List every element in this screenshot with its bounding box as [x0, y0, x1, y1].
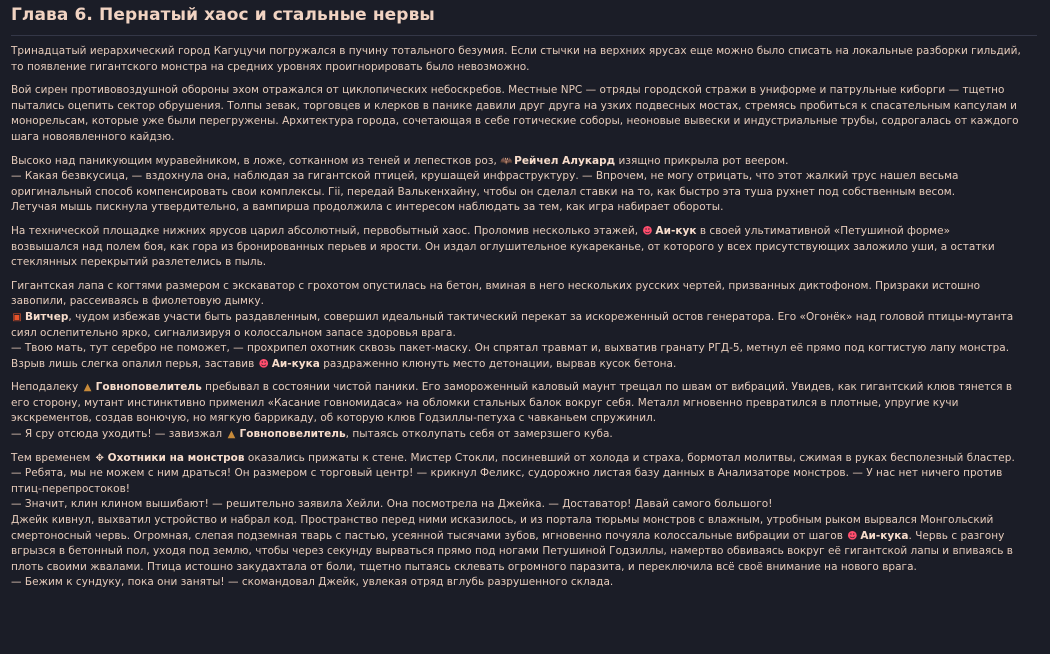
text-segment: — Твою мать, тут серебро не поможет, — прохрипел охотник сквозь пакет-маску. Он спрятал травмат и, выхватив гранату РГД-5, метнул её прямо под когтистую лапу монстра. [11, 342, 1010, 355]
text-segment: завопили, рассеиваясь в фиолетовую дымку. [11, 295, 264, 308]
text-line [11, 466, 1037, 482]
text-line [11, 255, 1037, 271]
text-line [11, 60, 1037, 76]
text-line [11, 294, 1037, 310]
text-segment: стеклянных перекрытий разлетелись в пыль. [11, 256, 267, 269]
text-segment: оказались прижаты к стене. Мистер Стокли, посиневший от холода и страха, бормотал молитвы, сжимая в руках бесполезный бластер. [244, 451, 1015, 464]
title-divider [11, 35, 1037, 36]
paragraph [11, 154, 1037, 216]
text-segment: Летучая мышь пискнула утвердительно, а вампирша продолжила с интересом наблюдать за тем, как игра набирает обороты. [11, 201, 724, 214]
text-segment: — Значит, клин клином вышибают! — решительно заявила Хейли. Она посмотрела на Джейка. — Доставатор! Давай самого большого! [11, 498, 773, 511]
rooster-face-icon: ☻ [847, 530, 858, 542]
text-segment: смертоносный червь. Огромная, слепая подземная тварь с пастью, усеянной тысячами зубов, мгновенно почуяла колоссальные вибрации от шагов [11, 529, 847, 542]
text-line [11, 427, 1037, 443]
paragraph [11, 44, 1037, 75]
text-line [11, 279, 1037, 295]
text-segment: , пытаясь отколупать себя от замерзшего куба. [345, 428, 613, 441]
text-segment: Вой сирен противовоздушной обороны эхом отражался от циклопических небоскребов. Местные NPC — отряды городской стражи в униформе и патрульные киборги — тщетно [11, 84, 1005, 97]
bat-icon: 🦇 [500, 155, 513, 167]
text-line [11, 544, 1037, 560]
text-line [11, 185, 1037, 201]
text-segment: Тем временем [11, 451, 94, 464]
text-segment: — Ребята, мы не можем с ним драться! Он размером с торговый центр! — крикнул Феликс, судорожно листая базу данных в Анализаторе монстров. — У нас нет ничего против [11, 467, 1003, 480]
text-segment: пытались оцепить сектор обрушения. Толпы зевак, торговцев и клерков в панике давили друг друга на узких подвесных мостах, стремясь пробиться к спасательным капсулам и [11, 99, 1017, 112]
character-name: Говноповелитель [239, 428, 346, 441]
text-line [11, 560, 1037, 576]
text-segment: — Какая безвкусица, — вздохнула она, наблюдая за гигантской птицей, крушащей инфраструктуру. — Впрочем, не могу отрицать, что этот жалкий трус нашел весьма [11, 170, 959, 183]
poop-icon: ▲ [227, 429, 236, 441]
text-segment: Джейк кивнул, выхватил устройство и набрал код. Пространство перед ними исказилось, и из портала тюрьмы монстров с влажным, утробным рыком вырвался Монгольский [11, 514, 994, 527]
text-line [11, 114, 1037, 130]
paragraph [11, 224, 1037, 271]
text-line [11, 380, 1037, 396]
paragraph [11, 279, 1037, 373]
text-segment: . Червь с разгону [908, 529, 1005, 542]
character-name: Охотники на монстров [107, 451, 245, 464]
text-segment: Высоко над паникующим муравейником, в ложе, сотканном из теней и лепестков роз, [11, 154, 501, 167]
text-line [11, 224, 1037, 240]
text-segment: оригинальный способ компенсировать свои комплексы. Гіі, передай Валькенхайну, чтобы он сделал ставки на то, как быстро эта туша рухнет под собственным весом. [11, 185, 956, 198]
chapter-body [11, 44, 1037, 591]
character-name: Витчер [25, 310, 69, 323]
text-line [11, 529, 1037, 545]
text-line [11, 169, 1037, 185]
text-segment: Взрыв лишь слегка опалил перья, заставив [11, 357, 258, 370]
text-segment: птиц-перепростоков! [11, 482, 131, 495]
text-line [11, 357, 1037, 373]
text-segment: — Я сру отсюда уходить! — завизжал [11, 428, 226, 441]
text-segment: , чудом избежав участи быть раздавленным, совершил идеальный тактический перекат за искореженный остов генератора. Его «Огонёк» над головой птицы-мутанта [68, 310, 1014, 323]
text-segment: Неподалеку [11, 381, 82, 394]
text-segment: шага новоявленного кайдзю. [11, 130, 175, 143]
poop-icon: ▲ [83, 382, 92, 394]
text-segment: вгрызся в бетонный пол, уходя под землю, чтобы через секунду вырваться прямо под ногами Петушиной Годзиллы, намертво обвиваясь вокруг её гигантской лапы и впиваясь в [11, 545, 1013, 558]
text-line [11, 341, 1037, 357]
text-segment: то появление гигантского монстра на средних уровнях проигнорировать было невозможно. [11, 60, 530, 73]
text-segment: его сторону, мутант инстинктивно применил «Касание говномидаса» на обломки стальных балок вокруг себя. Металл мгновенно превратился в плотные, упругие кучи [11, 396, 959, 409]
text-segment: пребывал в состоянии чистой паники. Его замороженный каловый маунт трещал по швам от вибраций. Увидев, как гигантский клюв тянется в [201, 381, 1013, 394]
character-name: Говноповелитель [95, 381, 202, 394]
text-line [11, 99, 1037, 115]
text-line [11, 513, 1037, 529]
text-segment: сиял ослепительно ярко, сигнализируя о колоссальном запасе здоровья врага. [11, 326, 456, 339]
text-line [11, 83, 1037, 99]
rooster-face-icon: ☻ [258, 358, 269, 370]
text-segment: изящно прикрыла рот веером. [615, 154, 789, 167]
text-line [11, 240, 1037, 256]
text-segment: На технической площадке нижних ярусов царил абсолютный, первобытный хаос. Проломив несколько этажей, [11, 224, 642, 237]
paragraph [11, 451, 1037, 591]
text-line [11, 575, 1037, 591]
paragraph [11, 380, 1037, 442]
text-segment: Тринадцатый иерархический город Кагуцучи погружался в пучину тотального безумия. Если стычки на верхних ярусах еще можно было списать на локальные разборки гильдий, [11, 45, 1021, 57]
text-segment: в своей ультимативной «Петушиной форме» [696, 224, 951, 237]
text-segment: экскрементов, создав вонючую, но мягкую баррикаду, об которую клюв Годзиллы-петуха с чавканьем спружинил. [11, 412, 657, 425]
text-line [11, 497, 1037, 513]
text-line [11, 154, 1037, 170]
character-name: Аи-кук [655, 224, 697, 237]
character-name: Аи-кука [271, 357, 320, 370]
text-line [11, 451, 1037, 467]
text-line [11, 482, 1037, 498]
text-line [11, 310, 1037, 326]
character-name: Аи-кука [860, 529, 909, 542]
character-name: Рейчел Алукард [514, 154, 616, 167]
text-segment: Гигантская лапа с когтями размером с экскаватор с грохотом опустилась на бетон, вминая в него нескольких русских чертей, призванных диктофоном. Призраки истошно [11, 279, 981, 292]
text-segment: плоть своими жвалами. Птица истошно закудахтала от боли, тщетно пытаясь склевать огромного паразита, и переключила всё своё внимание на нового врага. [11, 560, 917, 573]
paragraph [11, 83, 1037, 145]
chapter-title: Глава 6. Пернатый хаос и стальные нервы [11, 5, 435, 25]
text-line [11, 44, 1037, 60]
witcher-medallion-icon: ▣ [12, 311, 22, 323]
text-segment: монорельсам, которые уже были перегружены. Архитектура города, сочетающая в себе готические соборы, неоновые вывески и индустриальные трубы, содрогалась от каждого [11, 115, 1019, 128]
text-line [11, 130, 1037, 146]
rooster-face-icon: ☻ [642, 225, 653, 237]
text-line [11, 326, 1037, 342]
text-line [11, 396, 1037, 412]
text-segment: — Бежим к сундуку, пока они заняты! — скомандовал Джейк, увлекая отряд вглубь разрушенного склада. [11, 576, 614, 589]
text-line [11, 200, 1037, 216]
text-segment: возвышался над полем боя, как гора из бронированных перьев и ярости. Он издал оглушительное кукареканье, от которого у всех присутствующих заложило уши, а остатки [11, 240, 995, 253]
text-segment: раздраженно клюнуть место детонации, вырвав кусок бетона. [319, 357, 677, 370]
text-line [11, 411, 1037, 427]
hunters-icon: ✥ [95, 452, 104, 464]
